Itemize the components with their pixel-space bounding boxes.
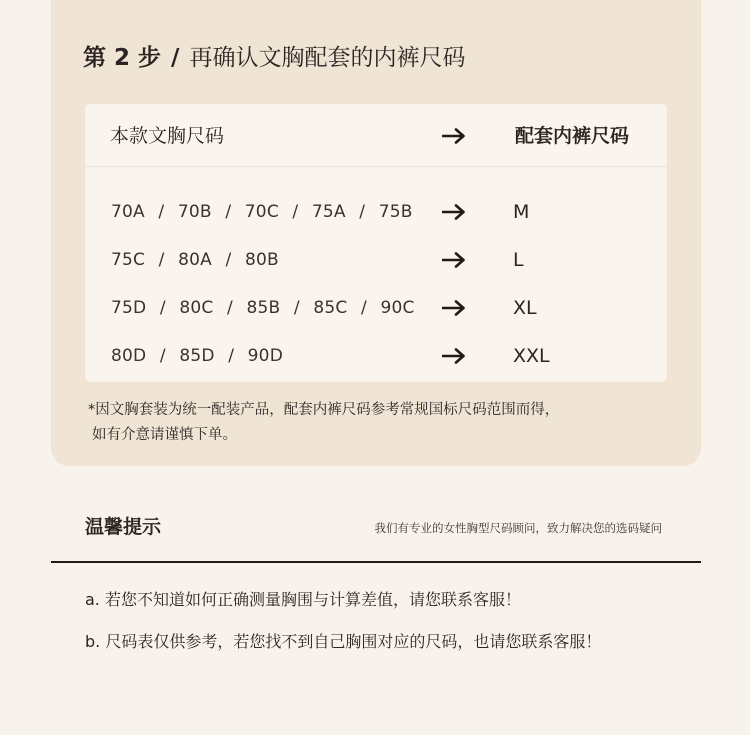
bra-sizes: 75D / 80C / 85B / 85C / 90C [111, 298, 415, 318]
header-bra-size: 本款文胸尺码 [110, 125, 225, 147]
bra-sizes: 70A / 70B / 70C / 75A / 75B [111, 202, 413, 222]
step-separator: / [171, 45, 180, 71]
size-note-line1: *因文胸套装为统一配装产品，配套内裤尺码参考常规国标尺码范围而得， [88, 402, 560, 418]
size-note [88, 398, 648, 448]
arrow-right-icon [442, 252, 466, 268]
table-row [85, 332, 667, 380]
brief-size: XL [513, 297, 537, 319]
arrow-right-icon [442, 348, 466, 364]
step-title [83, 42, 465, 74]
size-guide-card [51, 0, 701, 466]
table-row [85, 284, 667, 332]
bra-sizes: 75C / 80A / 80B [111, 250, 279, 270]
arrow-right-icon [442, 300, 466, 316]
tips-divider [51, 561, 701, 563]
arrow-right-icon [442, 204, 466, 220]
tips-subtitle: 我们有专业的女性胸型尺码顾问，致力解决您的选码疑问 [374, 521, 662, 535]
tip-item: a. 若您不知道如何正确测量胸围与计算差值，请您联系客服！ [85, 590, 521, 609]
brief-size: L [513, 249, 524, 271]
size-note-line2: 如有介意请谨慎下单。 [92, 427, 237, 443]
header-brief-size: 配套内裤尺码 [515, 125, 630, 147]
size-table [85, 104, 667, 382]
bra-sizes: 80D / 85D / 90D [111, 346, 283, 366]
tip-item: b. 尺码表仅供参考，若您找不到自己胸围对应的尺码，也请您联系客服！ [85, 632, 602, 651]
arrow-right-icon [442, 128, 466, 144]
tips-title: 温馨提示 [85, 516, 162, 538]
table-row [85, 236, 667, 284]
brief-size: M [513, 201, 530, 223]
table-header [85, 104, 667, 167]
brief-size: XXL [513, 345, 550, 367]
table-row [85, 188, 667, 236]
step-heading: 再确认文胸配套的内裤尺码 [189, 45, 466, 71]
step-label: 第 2 步 [83, 45, 162, 71]
